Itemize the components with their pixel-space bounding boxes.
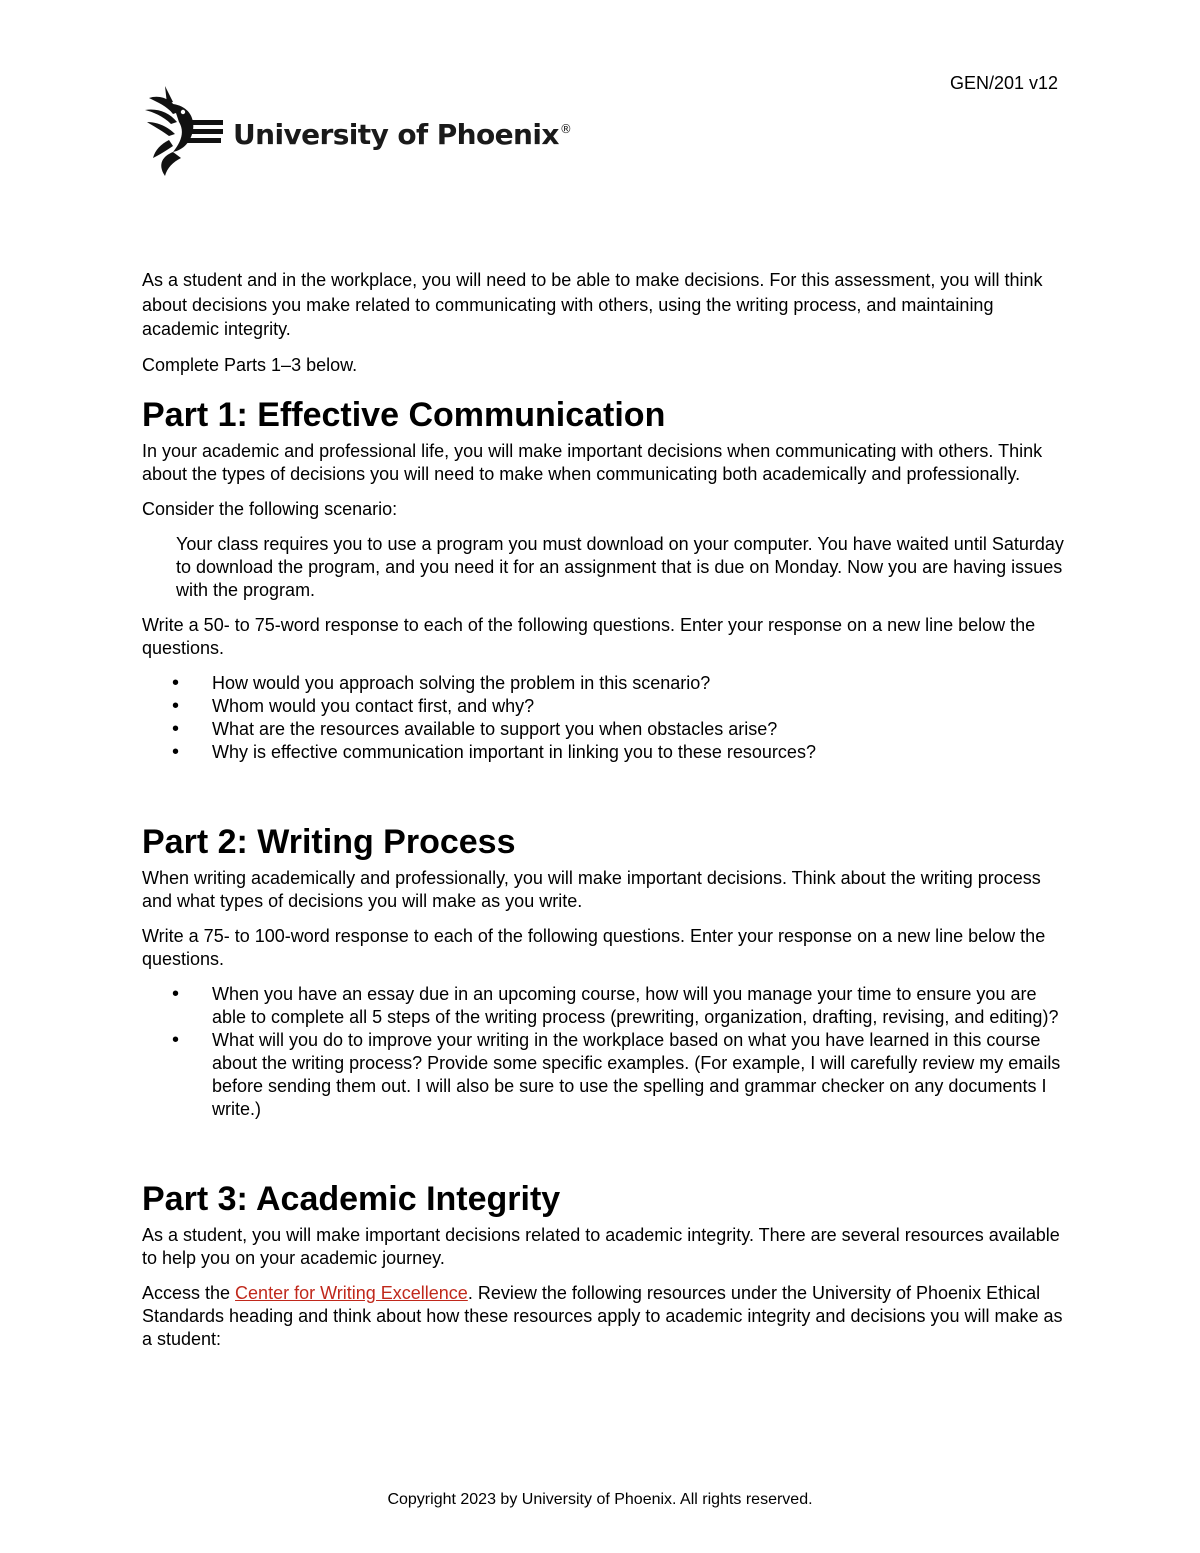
part3-heading: Part 3: Academic Integrity: [142, 1179, 561, 1218]
registered-mark: ®: [559, 121, 572, 136]
document-body: [142, 268, 1064, 1363]
center-for-writing-excellence-link[interactable]: Center for Writing Excellence: [235, 1282, 468, 1303]
list-item: • Why is effective communication important in linking you to these resources?: [142, 741, 1064, 764]
part1-question-list: [142, 672, 1064, 764]
list-item: • When you have an essay due in an upcoming course, how will you manage your time to ensure you are able to complete all 5 steps of the writing process (prewriting, organization, drafting, revising, and editing)?: [142, 983, 1064, 1029]
document-code: GEN/201 v12: [949, 73, 1058, 93]
part2-instructions: Write a 75- to 100-word response to each of the following questions. Enter your response on a new line below the questions.: [142, 925, 1046, 969]
list-item: • What will you do to improve your writing in the workplace based on what you have learned in this course about the writing process? Provide some specific examples. (For example, I will carefully review my emails before sending them out. I will also be sure to use the spelling and grammar checker on any documents I write.): [142, 1029, 1064, 1121]
list-item: • What are the resources available to support you when obstacles arise?: [142, 718, 1064, 741]
part1-scenario: Your class requires you to use a program you must download on your computer. You have waited until Saturday to download the program, and you need it for an assignment that is due on Monday. Now you are having issues with the program.: [176, 533, 1064, 600]
intro-instruction: Complete Parts 1–3 below.: [142, 354, 358, 375]
list-item: • How would you approach solving the problem in this scenario?: [142, 672, 1064, 695]
part3-paragraph: As a student, you will make important decisions related to academic integrity. There are several resources available to help you on your academic journey.: [142, 1224, 1060, 1268]
copyright-footer: Copyright 2023 by University of Phoenix. All rights reserved.: [387, 1491, 813, 1508]
part2-paragraph: When writing academically and professionally, you will make important decisions. Think about the writing process and what types of decisions you will make as you write.: [142, 867, 1041, 911]
list-item: • Whom would you contact first, and why?: [142, 695, 1064, 718]
phoenix-bird-icon: [143, 84, 225, 178]
part1-scenario-intro: Consider the following scenario:: [142, 498, 398, 519]
part3-access-suffix: . Review the following resources under the University of Phoenix Ethical Standards heading and think about how these resources apply to academic integrity and decisions you will make as a student:: [142, 1282, 1063, 1349]
part1-heading: Part 1: Effective Communication: [142, 395, 666, 434]
part2-question-list: [142, 983, 1064, 1121]
part3-access-paragraph: [142, 1282, 1064, 1351]
part1-paragraph: In your academic and professional life, you will make important decisions when communicating with others. Think about the types of decisions you will need to make when communicating both academically and professionally.: [142, 440, 1043, 484]
part1-instructions: Write a 50- to 75-word response to each of the following questions. Enter your response on a new line below the questions.: [142, 614, 1036, 658]
part3-access-prefix: Access the: [142, 1282, 236, 1303]
intro-paragraph: As a student and in the workplace, you will need to be able to make decisions. For this assessment, you will think about decisions you make related to communicating with others, using the writing process, and maintaining academic integrity.: [142, 270, 1043, 339]
university-logo: [143, 84, 571, 178]
logo-wordmark: University of Phoenix: [233, 117, 559, 151]
part2-heading: Part 2: Writing Process: [142, 822, 516, 861]
